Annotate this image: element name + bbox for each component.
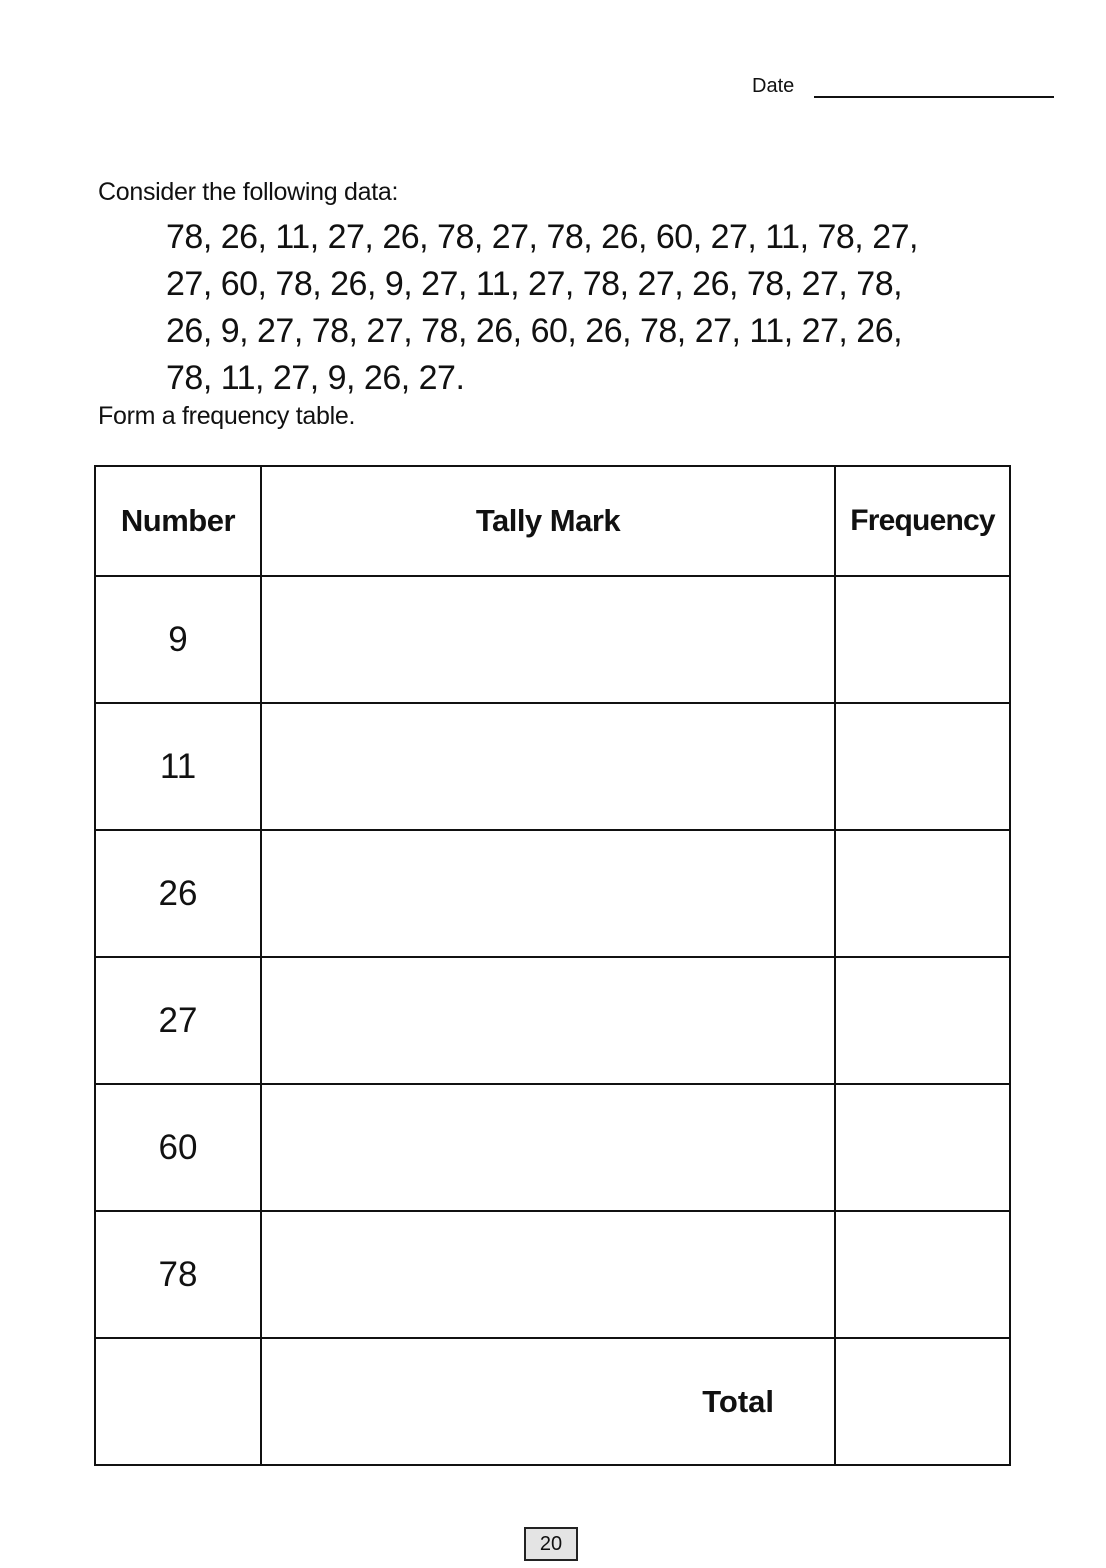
data-line: 78, 26, 11, 27, 26, 78, 27, 78, 26, 60, 27, 11, 78, 27,: [166, 218, 918, 256]
date-answer-line[interactable]: [814, 96, 1054, 98]
tally-answer-cell[interactable]: [261, 703, 835, 830]
frequency-answer-cell[interactable]: [835, 1211, 1010, 1338]
table-row: [95, 703, 1010, 830]
number-cell: 11: [95, 703, 261, 830]
total-frequency-answer-cell[interactable]: [835, 1338, 1010, 1465]
page-number: 20: [524, 1527, 578, 1561]
frequency-answer-cell[interactable]: [835, 830, 1010, 957]
total-label: Total: [261, 1338, 835, 1465]
header-tally-mark: Tally Mark: [261, 466, 835, 576]
frequency-answer-cell[interactable]: [835, 703, 1010, 830]
frequency-answer-cell[interactable]: [835, 576, 1010, 703]
question-instruction: Form a frequency table.: [98, 402, 356, 430]
table-row: [95, 957, 1010, 1084]
tally-answer-cell[interactable]: [261, 576, 835, 703]
date-label: Date: [752, 75, 795, 97]
table-row: [95, 1211, 1010, 1338]
tally-answer-cell[interactable]: [261, 1084, 835, 1211]
data-set: [166, 214, 986, 402]
number-cell: 26: [95, 830, 261, 957]
frequency-answer-cell[interactable]: [835, 957, 1010, 1084]
date-block: [752, 74, 1054, 102]
total-row: [95, 1338, 1010, 1465]
data-line: 26, 9, 27, 78, 27, 78, 26, 60, 26, 78, 27, 11, 27, 26,: [166, 312, 903, 350]
data-line: 78, 11, 27, 9, 26, 27.: [166, 359, 465, 397]
header-number: Number: [95, 466, 261, 576]
total-empty-cell: [95, 1338, 261, 1465]
table-row: [95, 576, 1010, 703]
number-cell: 27: [95, 957, 261, 1084]
tally-answer-cell[interactable]: [261, 957, 835, 1084]
number-cell: 9: [95, 576, 261, 703]
data-line: 27, 60, 78, 26, 9, 27, 11, 27, 78, 27, 26, 78, 27, 78,: [166, 265, 903, 303]
table-row: [95, 830, 1010, 957]
tally-answer-cell[interactable]: [261, 830, 835, 957]
header-frequency: Frequency: [835, 466, 1010, 576]
table-row: [95, 1084, 1010, 1211]
number-cell: 78: [95, 1211, 261, 1338]
question-prompt: Consider the following data:: [98, 178, 399, 206]
number-cell: 60: [95, 1084, 261, 1211]
frequency-table: [94, 465, 1011, 1466]
frequency-answer-cell[interactable]: [835, 1084, 1010, 1211]
table-header-row: [95, 466, 1010, 576]
tally-answer-cell[interactable]: [261, 1211, 835, 1338]
